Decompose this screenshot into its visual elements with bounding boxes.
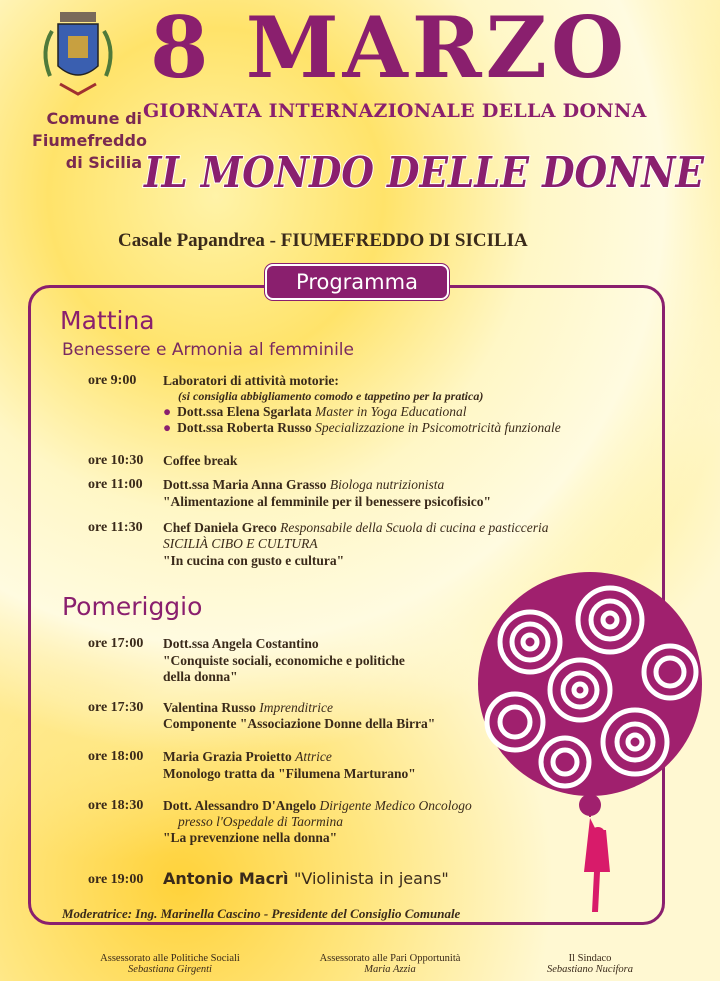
speaker-role: Biologa nutrizionista bbox=[329, 477, 445, 492]
speaker-role: Master in Yoga Educational bbox=[315, 404, 467, 419]
event-title: Laboratori di attività motorie: bbox=[163, 373, 339, 388]
speaker-detail: presso l'Ospedale di Taormina bbox=[178, 814, 344, 829]
speaker-name: Dott.ssa Angela Costantino bbox=[163, 636, 319, 651]
event-subtitle: GIORNATA INTERNAZIONALE DELLA DONNA bbox=[143, 100, 647, 122]
speaker-detail: Componente "Associazione Donne della Birra" bbox=[163, 716, 436, 731]
event-time: ore 19:00 bbox=[88, 872, 144, 887]
speaker-name: Dott.ssa Maria Anna Grasso bbox=[163, 477, 327, 492]
talk-title: "Violinista in jeans" bbox=[294, 869, 449, 888]
event-time: ore 11:30 bbox=[88, 520, 143, 535]
footer-name: Sebastiana Girgenti bbox=[128, 964, 212, 975]
moderator: Moderatrice: Ing. Marinella Cascino - Presidente del Consiglio Comunale bbox=[62, 906, 461, 921]
footer-signature-1 bbox=[90, 953, 250, 975]
speaker-role: Responsabile della Scuola di cucina e pasticceria bbox=[280, 520, 549, 535]
section-afternoon-title: Pomeriggio bbox=[62, 592, 203, 621]
event-title-text: IL MONDO DELLE DONNE bbox=[143, 148, 705, 197]
footer-title: Assessorato alle Pari Opportunità bbox=[319, 953, 461, 964]
speaker-role: Attrice bbox=[295, 749, 332, 764]
talk-title-cont: della donna" bbox=[163, 669, 238, 684]
speaker-name: Valentina Russo bbox=[163, 700, 256, 715]
footer-signature-2 bbox=[305, 953, 475, 975]
speaker-name: Chef Daniela Greco bbox=[163, 520, 277, 535]
speaker-line bbox=[163, 749, 332, 765]
bullet-icon: ● bbox=[163, 404, 172, 419]
talk-title: "Conquiste sociali, economiche e politiche bbox=[163, 653, 405, 668]
speaker-line bbox=[163, 798, 472, 814]
speaker-name: Antonio Macrì bbox=[163, 869, 289, 888]
comune-line-1: Comune di bbox=[46, 109, 142, 128]
comune-line-3: di Sicilia bbox=[65, 153, 142, 172]
speaker-name: Maria Grazia Proietto bbox=[163, 749, 292, 764]
event-date: 8 MARZO bbox=[150, 0, 629, 97]
event-time: ore 17:00 bbox=[88, 636, 144, 651]
speaker-name: Dott.ssa Roberta Russo bbox=[177, 420, 312, 435]
organization: SICILIÀ CIBO E CULTURA bbox=[163, 536, 318, 551]
municipality-label bbox=[32, 108, 147, 174]
event-title bbox=[140, 143, 708, 199]
talk-title: "La prevenzione nella donna" bbox=[163, 830, 338, 845]
speaker-line bbox=[163, 420, 561, 436]
footer-title: Assessorato alle Politiche Sociali bbox=[100, 953, 240, 964]
talk-title: "Alimentazione al femminile per il benessere psicofisico" bbox=[163, 494, 491, 509]
event-title: Coffee break bbox=[163, 453, 238, 468]
speaker-role: Dirigente Medico Oncologo bbox=[319, 798, 472, 813]
event-time: ore 10:30 bbox=[88, 453, 144, 468]
venue: Casale Papandrea - FIUMEFREDDO DI SICILIA bbox=[118, 230, 528, 251]
section-morning-title: Mattina bbox=[60, 306, 155, 335]
section-morning-subtitle: Benessere e Armonia al femminile bbox=[62, 340, 354, 360]
footer-name: Maria Azzia bbox=[364, 964, 416, 975]
event-time: ore 18:30 bbox=[88, 798, 144, 813]
speaker-role: Imprenditrice bbox=[259, 700, 334, 715]
speaker-role: Specializzazione in Psicomotricità funzionale bbox=[315, 420, 561, 435]
talk-title: "In cucina con gusto e cultura" bbox=[163, 553, 345, 568]
spiral-balloon-illustration bbox=[470, 572, 715, 917]
bullet-icon: ● bbox=[163, 420, 172, 435]
event-note: (si consiglia abbigliamento comodo e tappetino per la pratica) bbox=[178, 389, 484, 403]
footer-signature-3 bbox=[530, 953, 650, 975]
event-time: ore 18:00 bbox=[88, 749, 144, 764]
speaker-line bbox=[163, 700, 333, 716]
speaker-name: Dott. Alessandro D'Angelo bbox=[163, 798, 317, 813]
event-title-graphic bbox=[140, 143, 708, 199]
speaker-line bbox=[163, 477, 444, 493]
event-time: ore 9:00 bbox=[88, 373, 137, 388]
speaker-line bbox=[163, 404, 467, 420]
speaker-detail: Monologo tratta da "Filumena Marturano" bbox=[163, 766, 416, 781]
speaker-line bbox=[163, 520, 549, 536]
footer-title: Il Sindaco bbox=[568, 953, 612, 964]
footer-name: Sebastiano Nucifora bbox=[546, 964, 634, 975]
event-time: ore 17:30 bbox=[88, 700, 144, 715]
speaker-name: Dott.ssa Elena Sgarlata bbox=[177, 404, 312, 419]
speaker-line bbox=[163, 869, 449, 888]
coat-of-arms-icon bbox=[30, 6, 126, 106]
event-time: ore 11:00 bbox=[88, 477, 143, 492]
program-tab-label: Programma bbox=[265, 264, 449, 300]
comune-line-2: Fiumefreddo bbox=[32, 131, 147, 150]
